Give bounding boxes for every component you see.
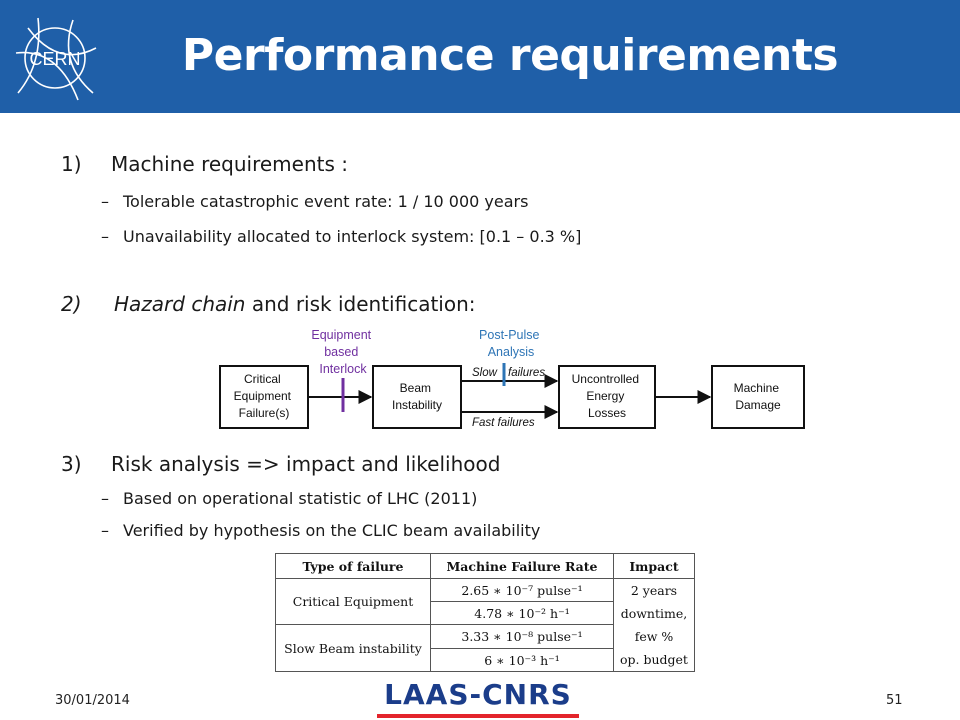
table-cell-type: Slow Beam instability (276, 625, 431, 672)
table-header-row (276, 554, 695, 579)
interlock-line-1: Equipment (311, 328, 372, 342)
laas-cnrs-logo (377, 678, 579, 720)
section-3-number: 3) (61, 452, 82, 476)
section-2-number: 2) (61, 292, 82, 316)
table-cell-rate: 3.33 ∗ 10⁻⁸ pulse⁻¹ (431, 625, 614, 649)
postpulse-line-2: Analysis (487, 345, 535, 359)
section-1-title: Machine requirements : (111, 152, 349, 176)
section-2-title-italic: Hazard chain (114, 292, 246, 316)
hazard-chain-diagram (216, 326, 840, 434)
bullet-event-rate (101, 192, 529, 211)
page-title: Performance requirements (181, 30, 839, 81)
table-cell-impact (614, 579, 695, 672)
logo-text: CERN (29, 49, 81, 69)
dash-marker: – (101, 227, 109, 246)
box-4-line-1: Machine (733, 381, 780, 395)
table-header: Impact (614, 554, 695, 579)
interlock-line-2: based (324, 345, 359, 359)
interlock-line-3: Interlock (319, 362, 367, 376)
box-4-line-2: Damage (735, 398, 781, 412)
slow-failures-label: failures (508, 367, 546, 379)
svg-text:Post-Pulse Analysis (479, 328, 543, 359)
table-row (276, 579, 695, 602)
title-bar (0, 0, 960, 113)
box-3-line-3: Losses (587, 406, 627, 420)
svg-text:Equipment based Interl (311, 328, 374, 376)
box-2-line-2: Instability (391, 398, 443, 412)
impact-line-4: op. budget (620, 652, 688, 667)
bullet-text: Unavailability allocated to interlock system: [0.1 – 0.3 %] (123, 227, 582, 246)
box-beam-instability (373, 366, 461, 428)
section-2-title-rest: and risk identification: (245, 292, 476, 316)
lab-logo-underline (377, 714, 579, 718)
footer-date: 30/01/2014 (55, 693, 130, 708)
bullet-text: Based on operational statistic of LHC (2011) (123, 489, 478, 508)
table-cell-rate: 6 ∗ 10⁻³ h⁻¹ (431, 649, 614, 672)
postpulse-line-1: Post-Pulse (479, 328, 540, 342)
box-3-line-1: Uncontrolled (571, 372, 640, 386)
page-number: 51 (886, 693, 903, 708)
table-cell-type: Critical Equipment (276, 579, 431, 625)
dash-marker: – (101, 489, 109, 508)
box-2-line-1: Beam (399, 381, 432, 395)
bullet-text: Verified by hypothesis on the CLIC beam availability (123, 521, 541, 540)
impact-line-1: 2 years (630, 583, 678, 598)
box-3-line-2: Energy (586, 389, 625, 403)
impact-line-2: downtime, (620, 606, 688, 621)
lab-logo-text: LAAS-CNRS (384, 678, 572, 711)
table-cell-rate: 4.78 ∗ 10⁻² h⁻¹ (431, 602, 614, 625)
table-cell-rate: 2.65 ∗ 10⁻⁷ pulse⁻¹ (431, 579, 614, 602)
fast-failures-label: Fast failures (472, 417, 535, 429)
box-1-line-3: Failure(s) (238, 406, 290, 420)
section-3-title: Risk analysis => impact and likelihood (111, 452, 501, 476)
bullet-clic-hypothesis (101, 521, 541, 540)
slow-label: Slow (472, 367, 497, 379)
impact-line-3: few % (634, 629, 674, 644)
bullet-lhc-statistic (101, 489, 478, 508)
dash-marker: – (101, 192, 109, 211)
bullet-unavailability (101, 227, 582, 246)
section-1-number: 1) (61, 152, 82, 176)
box-1-line-1: Critical (243, 372, 281, 386)
failure-rate-table (275, 553, 695, 672)
box-1-line-2: Equipment (233, 389, 292, 403)
table-header: Machine Failure Rate (431, 554, 614, 579)
dash-marker: – (101, 521, 109, 540)
bullet-text: Tolerable catastrophic event rate: 1 / 10 000 years (123, 192, 529, 211)
box-machine-damage (712, 366, 804, 428)
table-header: Type of failure (276, 554, 431, 579)
